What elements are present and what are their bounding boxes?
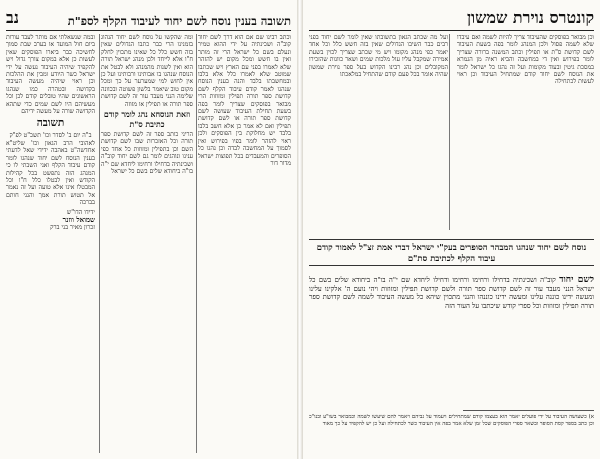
column-divider [99,34,100,453]
nusach-body: קוב"ה ושכינתיה בדחילו ורחימו ורחימו ודחילו ליחדא שם י"ה בו"ה ביחודא שלים בשם כל ישראל הנני מעבד עור זה לשם קדושת ספר תורה ולשם קדושת תפילין ומזוזות ויהי נועם ה' אלקינו עלינו ומעשה ידינו כוננה עלינו ומעשה ידינו כוננהו והנני מתכוין שיהא כל מעשה העיבוד לשמה לשם קדושת ספר תורה תפילין ומזוזות וכל ספרי קודש שיכתבו על העור הזה [309,276,594,310]
right-page-column-1 [457,34,594,230]
paragraph: וכתב רבינו שם אם הוא דרך לשם יחוד קוב"ה ושכינתיה על ידי ההוא טמיר ונעלם בשם כל ישראל הרי זה מותר ואין בו חשש ומכל מקום יש להזהר שלא לאמרו בפני עם הארץ ויש שכתבו שמוטב שלא לאמרו כלל אלא בלבו ובמחשבתו בלבד והנה בענין הנוסח שנהגו לאמר קודם עיבוד הקלף לשם קדושת ספר תורה תפילין ומזוזות הרי מבואר בפוסקים שצריך לומר בפה בשעת תחילת העיבוד שעושה לשם קדושת ספר תורה או לשם קדושת תפילין ואם לא אמר כן אלא חשב בלבו בלבד יש מחלוקת בין הפוסקים ולכן ראוי להזהר לומר בפיו בפירוש ואין לסמוך על המחשבה לבדה וכן נהגו כל הסופרים והמעבדים בכל תפוצות ישראל מדור דור [198,34,291,167]
footnote: א) כשעושה העיבוד על ידי פועלים יאמר הוא בעצמו קודם שמתחילים ויעמוד על גביהם ויאמר להם שיעשו לשמה וכמבואר בשו"ע ובנו"כ וכן כתב בספר קסת הסופר ובשאר ספרי הפוסקים שכל זמן שלא אמר בפה אין העיבוד כשר לכתחילה ועל כן יש להקפיד על כך מאוד [309,414,594,427]
paragraph: ובמה שנשאלתי אם מותר לעבד עורות ביום חול המועד או בערב שבת סמוך לחשיכה כבר ביארו הפוסקים שאין לעשות כן אלא במקום צורך גדול ויש להקפיד שיהיה העיבוד נעשה על ידי ישראל כשר היודע ומבין את ההלכות וכן ראוי שיהיה מעשה העיבוד בקדושה ובטהרה כמו שנהגו הראשונים שהיו טובלים קודם לכן וכל מעשיהם היו לשם שמים כדי שתהא הקדושה שורה על מעשה ידיהם [6,34,95,116]
signature-name: שמואל ווזנר [62,215,95,225]
paragraph: ומה שהקשו על נוסח לשם יחוד הנהוג בזמנינו הרי כבר כתבו הגדולים שאין בזה חשש כלל כל שאינו מתכוין לחלק ח"ו אלא לייחד ולכן מנהג ישראל תורה הוא ואין לשנות מהמנהג ולא לבטל את הנוסח שנהגו בו אבותינו ורבותינו ועל כן אין לחוש למי שמערער על כך ומכל מקום טוב שיאמר בלשון פשוטה ובכוונה שלימה הנני מעבד עור זה לשם קדושת ספר תורה או תפילין או מזוזה [101,34,193,108]
right-header-title: קונטרס נוירת שמשון [466,8,594,27]
left-page-header [6,4,291,31]
footnote-rule [463,410,594,411]
column-divider [196,34,197,453]
left-page [0,0,297,459]
signature-line: ידידו הדו"ש [66,208,95,216]
signature-block [6,209,95,232]
section-heading: וזאת הנוסחא נהג לומר קודם כתיבת ס"ת [103,110,191,129]
nusach-heading: נוסח לשם יחוד שנהגו המבהר הסופרים בעק"י ישראל דברי אמת זצ"ל לאמור קודם עיבוד הקלף לכתיבת סת"ם [309,239,594,266]
paragraph: ועל מה שכתב הגאון בתשובתו שאין לומר לשם יחוד בפני רבים כבר השיבו הגדולים שאין בזה חשש כלל וכל אחד יאמר כפי מנהג מקומו ויש מי שכתב שצריך לכוין בשעת אמירה שמקבל עליו עול מלכות שמים ושאר כוונות שהזכירו המקובלים וכן נהג רבינו הקדוש בעל ספר נוירת שמשון שהיה אומר בכל פעם קודם שהתחיל במלאכתו [309,34,448,79]
right-page-column-2 [309,34,448,230]
paragraph: הריני כותב ספר זה לשם קדושת ספר תורה וכל האזכרות שבו לשם קדושת השם וכן בתפילין ומזוזות כל אחד כפי ענינו ונוהגים לומר גם לשם יחוד קוב"ה ושכינתיה בדחילו ורחימו ליחדא שם י"ה בו"ה ביחודא שלים בשם כל ישראל [101,131,193,176]
responsum-heading: תשובה [36,117,65,130]
column-divider [449,34,450,230]
lead-words: לשם יחוד [559,276,594,285]
nusach-heading-box [309,236,594,270]
right-page-header [309,4,594,31]
left-page-number: נב [6,8,19,27]
left-page-column-3 [6,34,95,453]
left-header-title: תשובה בענין נוסח לשם יחוד לעיבוד הקלף לספ"ת [67,14,291,28]
paragraph [309,276,594,310]
nusach-text [309,276,594,404]
right-page [303,0,600,459]
paragraph: וכן מבואר בפוסקים שהעיבוד צריך להיות לשמה ואם עיבדו שלא לשמה פסול ולכן המנהג לומר בפה בשעת העיבוד לשם קדושת ס"ת או תפילין וכתב המשנה ברורה שצריך לומר בפירוש ואין די במחשבה והביא ראיה מן הגמרא במסכת גיטין ובעוד מקומות ועל זה נהגו כל ישראל לומר את הנוסח לשם יחוד קודם שמתחיל העיבוד וכן ראוי לעשות לכתחילה [457,34,594,86]
signature-place: זכרון מאיר בני ברק [50,223,95,231]
date-line: ב"ה יום ב' לסדר וכו' תשכ"ט לפ"ק [9,132,92,140]
left-page-column-2 [101,34,193,453]
left-page-column-1 [198,34,291,453]
paragraph: לאהובי הרב הגאון וכו' שליט"א אחדשה"ט באהבה ידידי שאל לדעתי בענין הנוסח לשם יחוד שנהגו לומר קודם עיבוד הקלף ואני השבתי לו כי המנהג הזה נתפשט בכל קהילות הקודש ואין לבטלו כלל ח"ו וכל המבטלו אינו אלא טועה ועל זה נאמר אל תטוש תורת אמך והנני חותם בברכה [6,139,95,207]
